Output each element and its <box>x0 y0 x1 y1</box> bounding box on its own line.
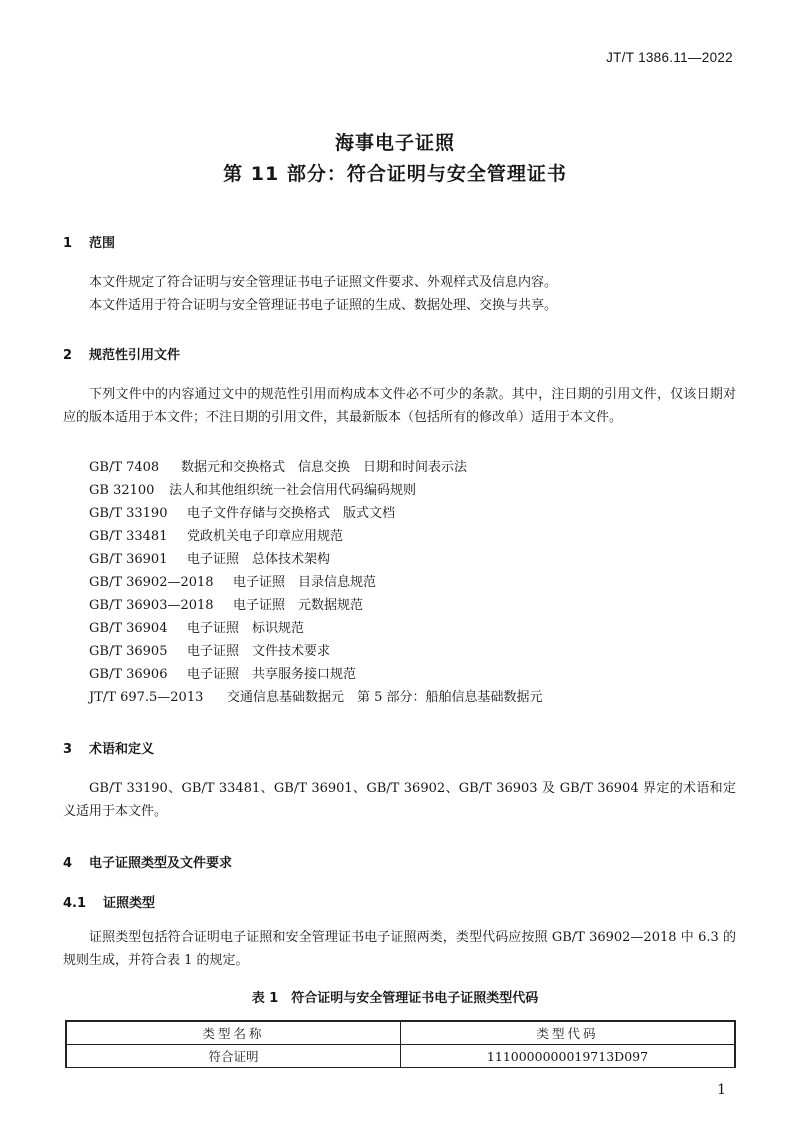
subsection-4-1-heading <box>63 892 155 911</box>
reference-title: 电子文件存储与交换格式 版式文档 <box>187 506 396 521</box>
reference-code: GB/T 33190 <box>89 506 168 521</box>
reference-code: GB/T 36902—2018 <box>89 575 214 590</box>
reference-item <box>89 594 363 613</box>
reference-code: GB/T 36903—2018 <box>89 598 214 613</box>
reference-item <box>89 502 395 521</box>
document-title: 海事电子证照 <box>334 132 455 154</box>
section-number: 3 <box>63 742 73 757</box>
section-title: 规范性引用文件 <box>89 348 181 363</box>
reference-title: 党政机关电子印章应用规范 <box>187 529 344 544</box>
reference-code: GB 32100 <box>89 483 155 498</box>
section-1-paragraph-1: 本文件规定了符合证明与安全管理证书电子证照文件要求、外观样式及信息内容。 <box>89 275 558 290</box>
subsection-4-1-paragraph: 证照类型包括符合证明电子证照和安全管理证书电子证照两类，类型代码应按照 GB/T 36902—2018 中 6.3 的规则生成，并符合表 1 的规定。 <box>63 930 736 968</box>
section-number: 1 <box>63 236 73 251</box>
reference-title: 电子证照 标识规范 <box>187 621 305 636</box>
section-1-paragraph-2: 本文件适用于符合证明与安全管理证书电子证照的生成、数据处理、交换与共享。 <box>89 298 558 313</box>
reference-item <box>89 640 330 659</box>
reference-item <box>89 686 543 705</box>
reference-code: GB/T 36906 <box>89 667 168 682</box>
reference-item <box>89 617 304 636</box>
reference-code: GB/T 36901 <box>89 552 168 567</box>
cell-type-code: 1110000000019713D097 <box>401 1045 736 1068</box>
table-header-row <box>66 1021 735 1045</box>
column-header-type-code: 类型代码 <box>401 1021 736 1045</box>
reference-item <box>89 571 376 590</box>
reference-item <box>89 525 343 544</box>
section-number: 2 <box>63 348 73 363</box>
section-title: 电子证照类型及文件要求 <box>89 856 233 871</box>
standard-code: JT/T 1386.11—2022 <box>606 50 733 65</box>
column-header-type-name: 类型名称 <box>66 1021 401 1045</box>
section-3-heading <box>63 738 154 757</box>
page-number: 1 <box>717 1082 726 1098</box>
reference-code: GB/T 36904 <box>89 621 168 636</box>
reference-title: 电子证照 共享服务接口规范 <box>187 667 357 682</box>
reference-code: GB/T 7408 <box>89 460 160 475</box>
reference-title: 电子证照 目录信息规范 <box>233 575 377 590</box>
reference-item <box>89 663 356 682</box>
section-4-heading <box>63 852 232 871</box>
reference-title: 电子证照 总体技术架构 <box>187 552 331 567</box>
table-row <box>66 1045 735 1068</box>
section-2-intro: 下列文件中的内容通过文中的规范性引用而构成本文件必不可少的条款。其中，注日期的引用文件，仅该日期对应的版本适用于本文件；不注日期的引用文件，其最新版本（包括所有的修改单）适用于本文件。 <box>63 387 736 425</box>
section-1-heading <box>63 232 115 251</box>
section-3-paragraph: GB/T 33190、GB/T 33481、GB/T 36901、GB/T 36902、GB/T 36903 及 GB/T 36904 界定的术语和定义适用于本文件。 <box>63 781 736 819</box>
reference-title: 电子证照 文件技术要求 <box>187 644 331 659</box>
reference-item <box>89 456 467 475</box>
reference-title: 数据元和交换格式 信息交换 日期和时间表示法 <box>181 460 468 475</box>
section-title: 术语和定义 <box>89 742 155 757</box>
reference-title: 电子证照 元数据规范 <box>233 598 364 613</box>
reference-title: 法人和其他组织统一社会信用代码编码规则 <box>169 483 417 498</box>
reference-code: GB/T 36905 <box>89 644 168 659</box>
subsection-number: 4.1 <box>63 896 87 911</box>
cell-type-name: 符合证明 <box>66 1045 401 1068</box>
reference-code: GB/T 33481 <box>89 529 168 544</box>
section-number: 4 <box>63 856 73 871</box>
section-title: 范围 <box>89 236 116 251</box>
reference-title: 交通信息基础数据元 第 5 部分：船舶信息基础数据元 <box>227 690 543 705</box>
subsection-title: 证照类型 <box>103 896 156 911</box>
type-code-table <box>65 1020 736 1068</box>
reference-item <box>89 548 330 567</box>
section-2-heading <box>63 344 180 363</box>
document-subtitle: 第 11 部分：符合证明与安全管理证书 <box>223 163 567 185</box>
reference-code: JT/T 697.5—2013 <box>89 690 204 705</box>
reference-item <box>89 479 416 498</box>
table-1-caption: 表 1 符合证明与安全管理证书电子证照类型代码 <box>251 991 539 1006</box>
